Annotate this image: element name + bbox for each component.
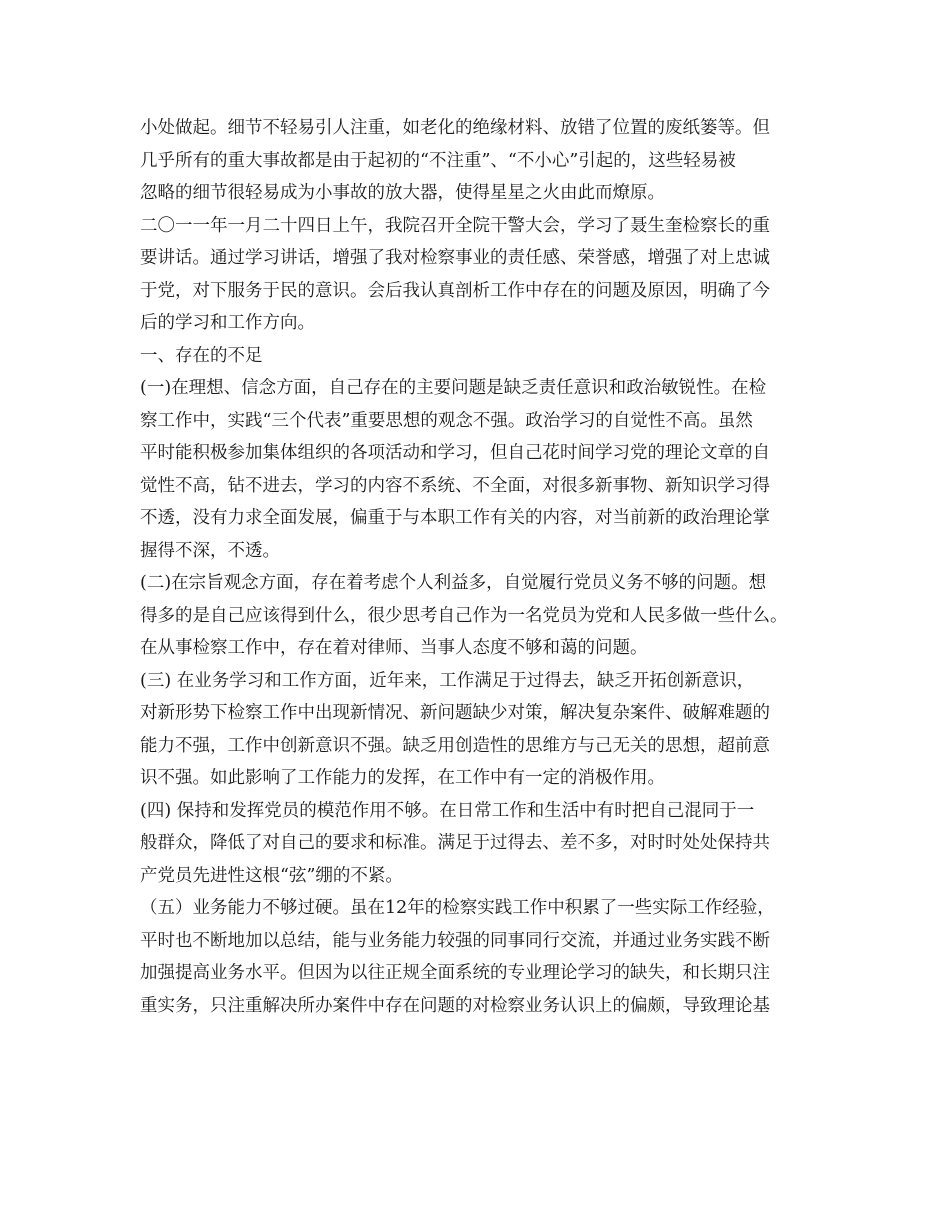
text-line: 要讲话。通过学习讲话，增强了我对检察事业的责任感、荣誉感，增强了对上忠诚 [140, 248, 770, 268]
text-line: 觉性不高，钻不进去，学习的内容不系统、不全面，对很多新事物、新知识学习得 [140, 475, 770, 496]
text-line: 忽略的细节很轻易成为小事故的放大器，使得星星之火由此而燎原。 [140, 183, 665, 203]
text-line: （五）业务能力不够过硬。虽在12年的检察实践工作中积累了一些实际工作经验， [140, 898, 775, 918]
text-line: 平时也不断地加以总结，能与业务能力较强的同事同行交流，并通过业务实践不断 [140, 930, 770, 951]
text-line: 能力不强，工作中创新意识不强。缺乏用创造性的思维方与己无关的思想，超前意 [140, 735, 770, 756]
text-line: 平时能积极参加集体组织的各项活动和学习，但自己花时间学习党的理论文章的自 [140, 443, 770, 463]
text-line: 产党员先进性这根“弦”绷的不紧。 [140, 865, 403, 886]
text-line: (二)在宗旨观念方面，存在着考虑个人利益多，自觉履行党员义务不够的问题。想 [140, 573, 767, 593]
text-line: 于党，对下服务于民的意识。会后我认真剖析工作中存在的问题及原因，明确了今 [140, 280, 770, 301]
text-line: 加强提高业务水平。但因为以往正规全面系统的专业理论学习的缺失，和长期只注 [140, 963, 770, 983]
text-line: 察工作中，实践“三个代表”重要思想的观念不强。政治学习的自觉性不高。虽然 [140, 410, 753, 431]
document-body [140, 112, 820, 1022]
text-line: 在从事检察工作中，存在着对律师、当事人态度不够和蔼的问题。 [140, 638, 648, 658]
text-line: 不透，没有力求全面发展，偏重于与本职工作有关的内容，对当前新的政治理论掌 [140, 508, 770, 528]
text-line: 得多的是自己应该得到什么，很少思考自己作为一名党员为党和人民多做一些什么。 [140, 605, 788, 626]
text-line: (三) 在业务学习和工作方面，近年来，工作满足于过得去，缺乏开拓创新意识， [140, 670, 755, 691]
text-line: 后的学习和工作方向。 [140, 313, 315, 333]
text-line: 握得不深，不透。 [140, 540, 280, 561]
text-line: 小处做起。细节不轻易引人注重，如老化的绝缘材料、放错了位置的废纸篓等。但 [140, 118, 770, 138]
text-line: (一)在理想、信念方面，自己存在的主要问题是缺乏责任意识和政治敏锐性。在检 [140, 378, 767, 398]
text-line: 对新形势下检察工作中出现新情况、新问题缺少对策，解决复杂案件、破解难题的 [140, 703, 770, 723]
text-line: 般群众，降低了对自己的要求和标准。满足于过得去、差不多，对时时处处保持共 [140, 833, 770, 853]
text-line: 重实务，只注重解决所办案件中存在问题的对检察业务认识上的偏颇，导致理论基 [140, 995, 770, 1016]
text-line: 二〇一一年一月二十四日上午，我院召开全院干警大会，学习了聂生奎检察长的重 [140, 215, 770, 236]
text-line: 几乎所有的重大事故都是由于起初的“不注重”、“不小心”引起的，这些轻易被 [140, 150, 736, 171]
section-heading: 一、存在的不足 [140, 345, 263, 366]
text-line: 识不强。如此影响了工作能力的发挥，在工作中有一定的消极作用。 [140, 768, 665, 788]
text-line: (四) 保持和发挥党员的模范作用不够。在日常工作和生活中有时把自己混同于一 [140, 800, 755, 821]
